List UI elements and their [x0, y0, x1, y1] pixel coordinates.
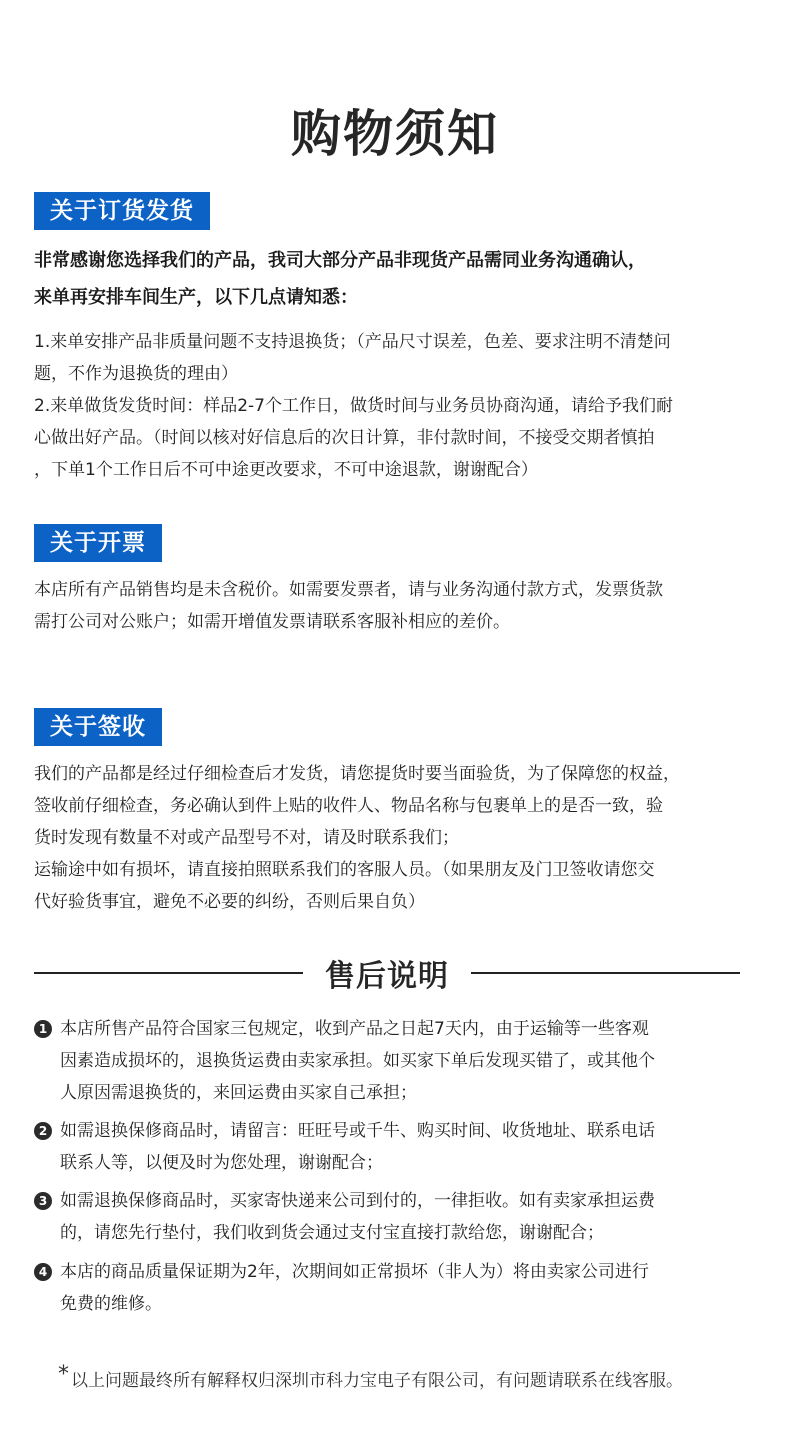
after-sales-item: [34, 1256, 754, 1320]
page-title: 购物须知: [291, 105, 499, 163]
section-tag-ordering: 关于订货发货: [34, 192, 210, 230]
after-sales-item: [34, 1185, 754, 1249]
ordering-intro-line: 来单再安排车间生产，以下几点请知悉：: [34, 287, 358, 308]
footnote: [58, 1362, 758, 1396]
receipt-body-line: 货时发现有数量不对或产品型号不对，请及时联系我们；: [34, 828, 459, 848]
asterisk-icon: *: [58, 1362, 69, 1387]
receipt-body-line: 签收前仔细检查，务必确认到件上贴的收件人、物品名称与包裹单上的是否一致，验: [34, 796, 663, 816]
after-sales-item: [34, 1115, 754, 1179]
receipt-body-line: 运输途中如有损坏，请直接拍照联系我们的客服人员。（如果朋友及门卫签收请您交: [34, 860, 655, 880]
number-badge-icon: 3: [34, 1192, 52, 1210]
receipt-body-line: 我们的产品都是经过仔细检查后才发货，请您提货时要当面验货，为了保障您的权益，: [34, 764, 680, 784]
item-line: 因素造成损坏的，退换货运费由卖家承担。如买家下单后发现买错了，或其他个: [60, 1051, 655, 1071]
ordering-body: [34, 326, 764, 486]
item-line: 本店所售产品符合国家三包规定，收到产品之日起7天内，由于运输等一些客观: [60, 1019, 649, 1039]
footnote-text: 以上问题最终所有解释权归深圳市科力宝电子有限公司，有问题请联系在线客服。: [71, 1371, 683, 1391]
invoice-body: [34, 574, 764, 638]
item-line: 联系人等，以便及时为您处理，谢谢配合；: [60, 1153, 383, 1173]
invoice-body-line: 本店所有产品销售均是未含税价。如需要发票者，请与业务沟通付款方式，发票货款: [34, 580, 663, 600]
item-line: 本店的商品质量保证期为2年，次期间如正常损坏（非人为）将由卖家公司进行: [60, 1262, 649, 1282]
section-tag-invoice: 关于开票: [34, 524, 162, 562]
ordering-body-line: ，下单1个工作日后不可中途更改要求，不可中途退款，谢谢配合）: [34, 460, 538, 480]
divider-line-right: [471, 972, 740, 974]
ordering-body-line: 2.来单做货发货时间：样品2-7个工作日，做货时间与业务员协商沟通，请给予我们耐: [34, 396, 673, 416]
item-line: 的，请您先行垫付，我们收到货会通过支付宝直接打款给您，谢谢配合；: [60, 1223, 604, 1243]
after-sales-item: [34, 1013, 754, 1109]
receipt-body: [34, 758, 764, 918]
receipt-body-line: 代好验货事宜，避免不必要的纠纷，否则后果自负）: [34, 892, 425, 912]
item-line: 人原因需退换货的，来回运费由买家自己承担；: [60, 1083, 417, 1103]
invoice-body-line: 需打公司对公账户；如需开增值发票请联系客服补相应的差价。: [34, 612, 510, 632]
number-badge-icon: 1: [34, 1020, 52, 1038]
item-line: 如需退换保修商品时，请留言：旺旺号或千牛、购买时间、收货地址、联系电话: [60, 1121, 655, 1141]
ordering-body-line: 心做出好产品。（时间以核对好信息后的次日计算，非付款时间，不接受交期者慎拍: [34, 428, 655, 448]
item-line: 免费的维修。: [60, 1294, 162, 1314]
ordering-body-line: 题，不作为退换货的理由）: [34, 364, 238, 384]
after-sales-heading: [34, 950, 740, 996]
ordering-intro-line: 非常感谢您选择我们的产品，我司大部分产品非现货产品需同业务沟通确认，: [34, 250, 646, 271]
divider-line-left: [34, 972, 303, 974]
ordering-body-line: 1.来单安排产品非质量问题不支持退换货；（产品尺寸误差，色差、要求注明不清楚问: [34, 332, 671, 352]
after-sales-title: 售后说明: [325, 959, 449, 994]
ordering-intro: [34, 242, 764, 316]
number-badge-icon: 2: [34, 1122, 52, 1140]
section-tag-receipt: 关于签收: [34, 708, 162, 746]
item-line: 如需退换保修商品时，买家寄快递来公司到付的，一律拒收。如有卖家承担运费: [60, 1191, 655, 1211]
number-badge-icon: 4: [34, 1263, 52, 1281]
